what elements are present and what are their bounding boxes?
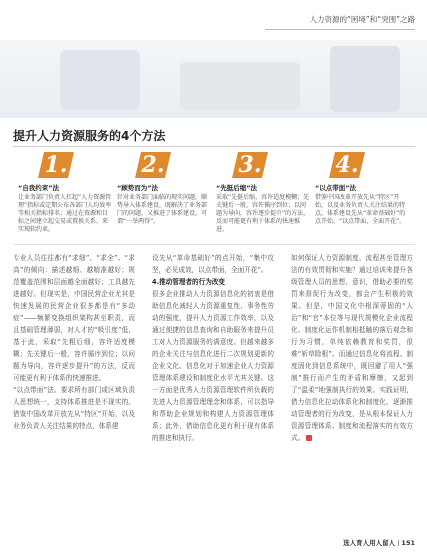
method-description: 借鉴中国改革开放先从“特区”开始，以及业务负责人关注结果的特点，体系建设先从“革命基础好”的点开始，“以点带面、全面开花”。 — [315, 194, 406, 225]
method-block — [315, 183, 410, 226]
paragraph: “以点带面”法。要求所有部门或区域负责人思想统一，支持体系推进是不现实的。借鉴中国改革开放先从“特区”开始，以及业务负责人关注结果的特点，体系建 — [13, 386, 135, 430]
method-number-badge — [329, 150, 371, 180]
paragraph: 很多企业推动人力资源信息化的初衷是借助信息化减轻人力资源重复性、事务性劳动的强度，提升人力资源工作效率，以及通过便捷的信息查询和自助服务来提升员工对人力资源服务的满意度。但越来越多的企业关注与信息化进行二次规划更新的企业文化。信息化对于加速企业人力资源管理体系建设和制度化水平尤其关键。这一方面是优秀人力资源管理软件所负载的先进人力资源管理理念和体系，可以指导和帮助企业规划和构建人力资源管理体系；此外，借助信息化更有利于现有体系的推进和执行。 — [152, 290, 274, 442]
photo-shape — [180, 62, 300, 110]
subheading: 4.推动管理者的行为改变 — [152, 278, 226, 286]
running-header: 人力资源的“困境”和“突围”之路 — [309, 15, 415, 24]
page-footer — [343, 538, 415, 547]
paragraph: 专业人员往往都有“求细”、“求全”、“求高”的倾向：描述越细、越精准越好；规范覆盖范围和层面越全面越好；工具越先进越好。但现实是，中国民营企业尤其是快速发展的民营企业很多都是有“多动症”——频繁变换组织架构甚至职责，而且基础管理薄弱，对人才的“吸引度”低，基于此，采取“先粗后细，容许适度模糊；先关键后一般，容许循序到位；以问题为导向，容许逐步提升”的方法，反而可能更有利于体系的快速推进。 — [13, 254, 135, 382]
paragraph-text: 如何保证人力资源制度、流程甚至管理方法的有效贯彻和实施？通过培训来提升各级管理人员的思想、意识，借助必要的奖罚来督促行为改变，都会产生积极的效果。但是，中国文化中根深蒂固的“人治”和“官”本位等与现代规模化企业流程化、制度化运作机制相抵触的落后观念和行为习惯，单纯依赖教育和奖罚，很难“斩草除根”。而通过信息化将流程、制度固化到信息系统中，既回避了用人“强制”推行而产生的矛盾和摩擦，又起到了“温柔”地强制执行的效果。实践证明，借力信息化拉动体系化和制度化，逐渐推动管理者的行为改变，是从根本保证人力资源管理体系、制度和流程落实的有效方式。 — [291, 254, 413, 442]
section-title: 提升人力资源服务的4个方法 — [13, 129, 166, 143]
footer-separator: | — [397, 539, 400, 547]
magazine-name: 选人育人用人留人 — [343, 539, 396, 547]
method-number: 3. — [238, 152, 262, 178]
page-header — [0, 0, 427, 30]
header-photo — [0, 40, 427, 118]
method-description: 采取“先挺后缩，容许适度模糊；先关键后一般，容许循序到位；以问题为导向，容许逐步提升”的方法，反而可能更有利于体系的快速推进。 — [216, 194, 310, 233]
method-numbers — [0, 150, 427, 180]
method-name: “先挺后缩”法 — [216, 184, 258, 192]
end-mark-icon — [306, 435, 312, 441]
body-rule — [13, 244, 415, 245]
method-description: 针对业务部门面临的现实问题，顺势导入体系建设，既解决了业务部门的问题，又推进了体系建设，可谓“一举两得”。 — [117, 194, 208, 225]
header-rule — [265, 29, 415, 30]
page-number: 151 — [401, 539, 415, 547]
method-name: “顾势而为”法 — [117, 184, 159, 192]
body-column — [152, 252, 274, 444]
method-number: 4. — [335, 152, 359, 178]
method-name: “自我约束”法 — [18, 184, 60, 192]
method-number: 2. — [141, 152, 165, 178]
method-description: 让业务部门负责人扛起“人力资源管理”指标或定期公布各部门人均效率等相关指标排名；通过在资源和目标之间建立起交易或置换关系，来实现软约束。 — [18, 194, 112, 233]
method-number-badge — [135, 150, 177, 180]
body-column — [291, 252, 413, 444]
method-block — [117, 183, 212, 226]
paragraph: 设先从“革命基础好”的点开始，“集中攻坚，必见成效，以点带面，全面开花”。 — [152, 254, 274, 274]
photo-shape — [60, 50, 140, 110]
paragraph — [291, 252, 413, 444]
body-column — [13, 252, 135, 432]
method-number-badge — [232, 150, 274, 180]
photo-shape — [330, 46, 400, 112]
method-number: 1. — [44, 152, 68, 178]
method-block — [18, 183, 113, 234]
method-block — [216, 183, 311, 234]
title-rule — [13, 146, 415, 147]
method-name: “以点带面”法 — [315, 184, 357, 192]
method-number-badge — [38, 150, 80, 180]
